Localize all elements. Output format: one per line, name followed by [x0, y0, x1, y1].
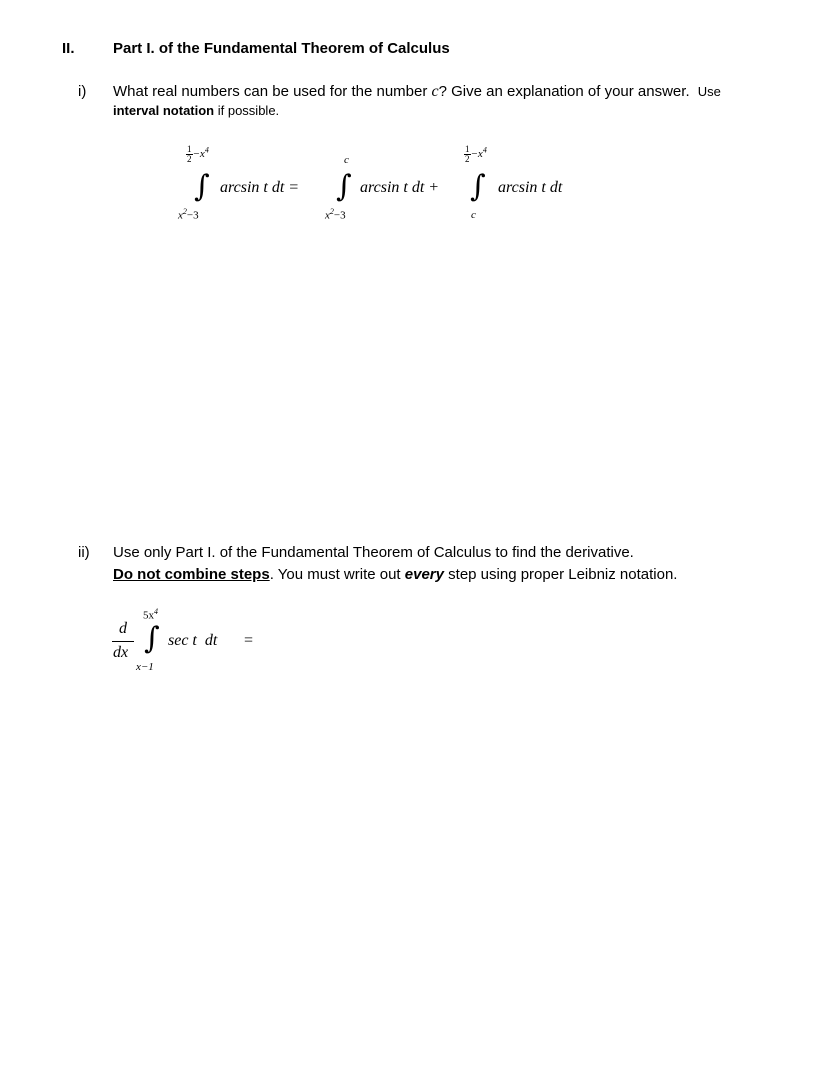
derivative-upper-limit: [143, 607, 158, 622]
use-word: Use: [697, 84, 721, 99]
upper-exp: 4: [482, 145, 487, 155]
derivative-integrand: sec t dt: [168, 632, 218, 649]
question-variable: c: [431, 83, 439, 100]
integral-1-upper-limit: [186, 145, 209, 164]
part-ii-line-2: [113, 566, 677, 583]
lower-rest: −3: [186, 209, 199, 222]
lower-base: x: [178, 209, 183, 222]
upper-coef: 5x: [143, 609, 154, 622]
upper-exp: 4: [154, 607, 158, 616]
part-i-question: [113, 83, 721, 101]
integral-2-lower-limit: [325, 207, 346, 222]
integral-3-upper-limit: [464, 145, 487, 164]
upper-frac-den: 2: [465, 154, 470, 164]
upper-frac-den: 2: [187, 154, 192, 164]
derivative-fraction-bar: [112, 641, 134, 642]
integral-2-integrand: arcsin t dt +: [360, 179, 440, 196]
integral-1-lower-limit: [178, 207, 199, 222]
line-2-end: step using proper Leibniz notation.: [443, 566, 678, 583]
question-text-post: ? Give an explanation of your answer.: [438, 83, 690, 100]
every-text: every: [404, 566, 444, 583]
do-not-combine-text: Do not combine steps: [113, 566, 270, 583]
integral-1-integrand: arcsin t dt =: [220, 179, 300, 196]
integral-3-integrand: arcsin t dt: [498, 179, 563, 196]
part-ii-label: ii): [78, 544, 90, 561]
interval-notation-text: interval notation: [113, 103, 215, 118]
lower-rest: −3: [333, 209, 346, 222]
upper-frac-num: 1: [465, 144, 470, 154]
upper-exp: 4: [204, 145, 209, 155]
part-i-instruction: [113, 103, 279, 118]
part-i-label: i): [78, 83, 87, 100]
lower-base: x: [325, 209, 330, 222]
question-text-pre: What real numbers can be used for the number: [113, 83, 432, 100]
integral-2-sign: ∫: [336, 169, 352, 204]
section-title: Part I. of the Fundamental Theorem of Calculus: [113, 40, 450, 57]
integral-1-sign: ∫: [194, 169, 210, 204]
part-ii-line-1: Use only Part I. of the Fundamental Theorem of Calculus to find the derivative.: [113, 544, 634, 561]
if-possible-text: if possible.: [214, 103, 280, 118]
integral-3-lower-limit: c: [471, 209, 476, 221]
upper-rest: −x: [192, 148, 205, 161]
derivative-d-numerator: d: [119, 620, 127, 637]
section-numeral: II.: [62, 40, 75, 57]
line-2-mid: . You must write out: [269, 566, 405, 583]
integral-2-upper-limit: c: [344, 154, 349, 166]
lower-exp: 2: [182, 207, 187, 216]
derivative-integral-sign: ∫: [144, 621, 160, 656]
lower-exp: 2: [329, 207, 334, 216]
integral-3-sign: ∫: [470, 169, 486, 204]
upper-frac-num: 1: [187, 144, 192, 154]
upper-rest: −x: [470, 148, 483, 161]
derivative-lower-limit: x−1: [136, 661, 154, 673]
derivative-dx-denominator: dx: [113, 644, 129, 661]
derivative-equals: =: [244, 632, 254, 649]
